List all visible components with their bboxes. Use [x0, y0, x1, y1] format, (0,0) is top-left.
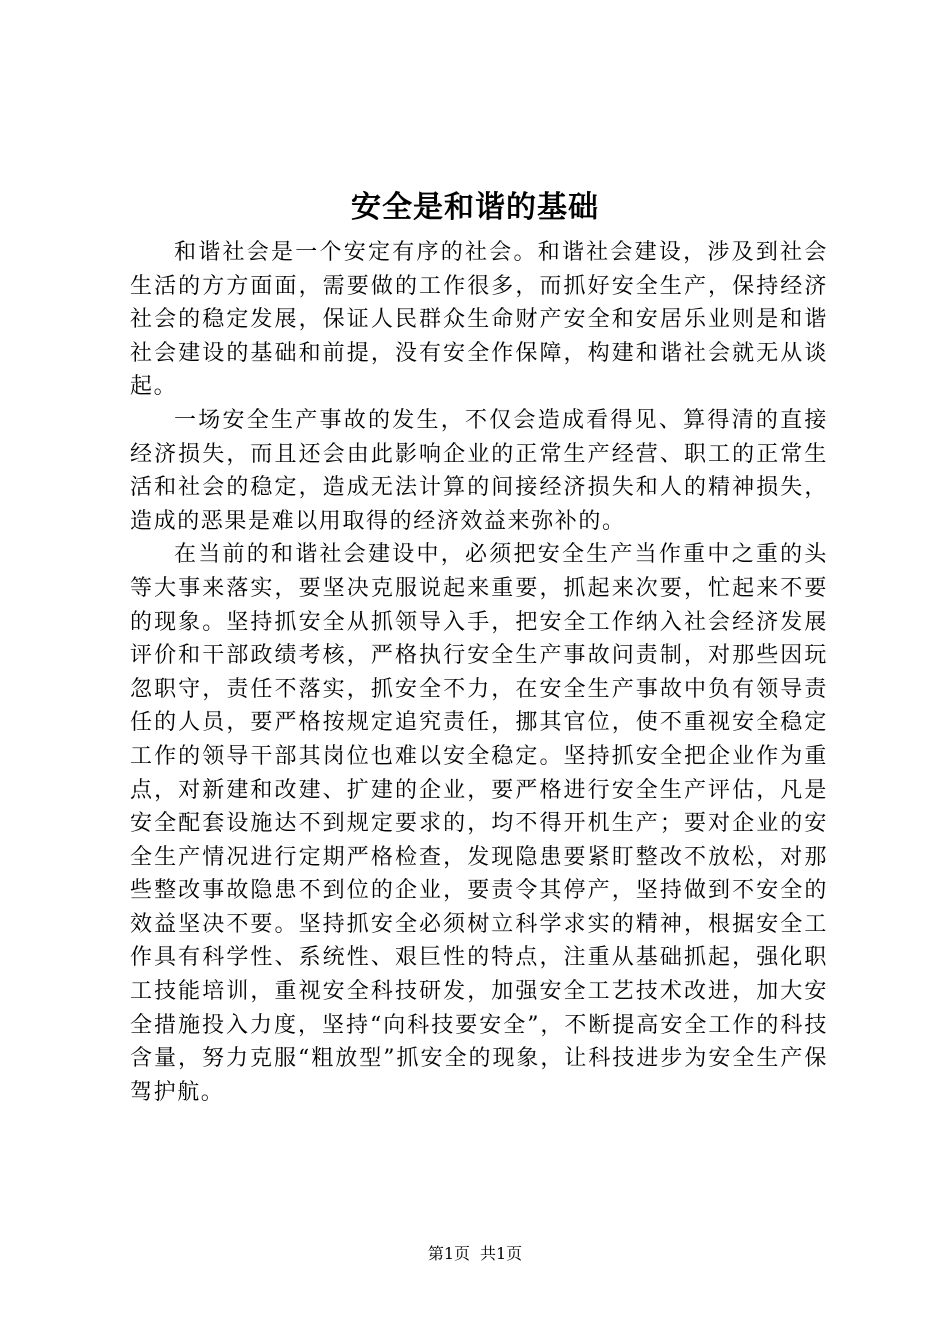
page-footer [0, 1242, 950, 1266]
document-body [130, 236, 828, 1109]
paragraph-2: 一场安全生产事故的发生，不仅会造成看得见、算得清的直接经济损失，而且还会由此影响企业的正常生产经营、职工的正常生活和社会的稳定，造成无法计算的间接经济损失和人的精神损失，造成的恶果是难以用取得的经济效益来弥补的。 [130, 407, 828, 534]
paragraph-3: 在当前的和谐社会建设中，必须把安全生产当作重中之重的头等大事来落实，要坚决克服说起来重要，抓起来次要，忙起来不要的现象。坚持抓安全从抓领导入手，把安全工作纳入社会经济发展评价和干部政绩考核，严格执行安全生产事故问责制，对那些因玩忽职守，责任不落实，抓安全不力，在安全生产事故中负有领导责任的人员，要严格按规定追究责任，挪其官位，使不重视安全稳定工作的领导干部其岗位也难以安全稳定。坚持抓安全把企业作为重点，对新建和改建、扩建的企业，要严格进行安全生产评估，凡是安全配套设施达不到规定要求的，均不得开机生产；要对企业的安全生产情况进行定期严格检查，发现隐患要紧盯整改不放松，对那些整改事故隐患不到位的企业，要责令其停产，坚持做到不安全的效益坚决不要。坚持抓安全必须树立科学求实的精神，根据安全工作具有科学性、系统性、艰巨性的特点，注重从基础抓起，强化职工技能培训，重视安全科技研发，加强安全工艺技术改进，加大安全措施投入力度，坚持“向科技要安全”，不断提高安全工作的科技含量，努力克服“粗放型”抓安全的现象，让科技进步为安全生产保驾护航。 [130, 542, 828, 1105]
page-number: 第1页 [427, 1244, 470, 1263]
page-total: 共1页 [480, 1244, 523, 1263]
paragraph-1: 和谐社会是一个安定有序的社会。和谐社会建设，涉及到社会生活的方方面面，需要做的工作很多，而抓好安全生产，保持经济社会的稳定发展，保证人民群众生命财产安全和安居乐业则是和谐社会建设的基础和前提，没有安全作保障，构建和谐社会就无从谈起。 [130, 240, 828, 400]
document-title: 安全是和谐的基础 [351, 190, 599, 225]
